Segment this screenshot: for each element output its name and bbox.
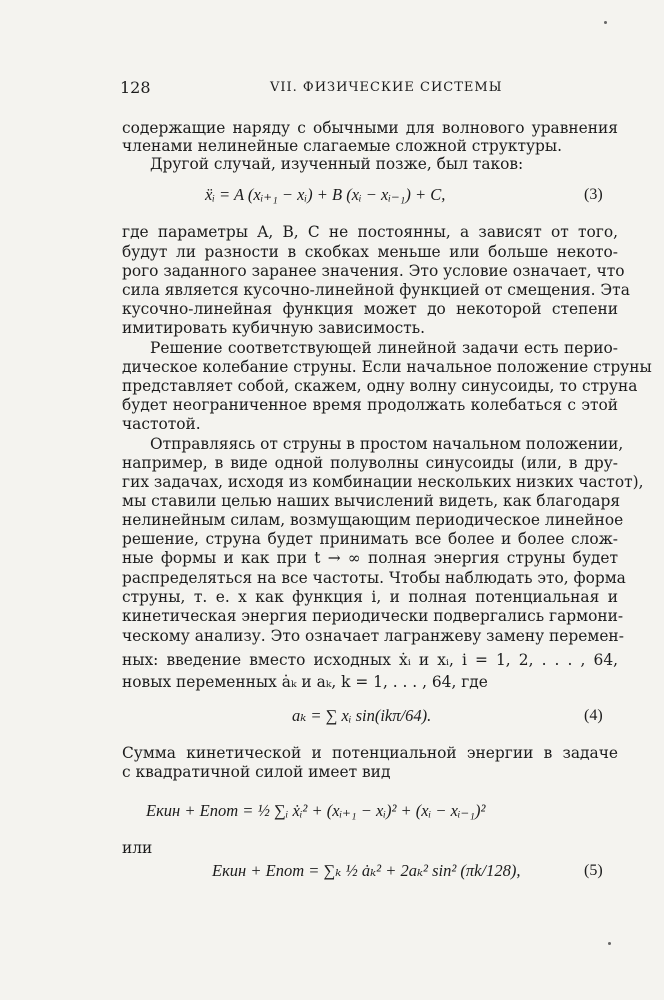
equation-number-5: (5) bbox=[584, 862, 603, 879]
page-header bbox=[120, 78, 620, 100]
text-line: имитировать кубичную зависимость. bbox=[122, 319, 425, 337]
text-line: с квадратичной силой имеет вид bbox=[122, 763, 391, 781]
text-line: ческому анализу. Это означает лагранжеву замену перемен- bbox=[122, 627, 624, 645]
text-line: ные формы и как при t → ∞ полная энергия струны будет bbox=[122, 549, 618, 567]
equation-4: aₖ = ∑ xᵢ sin(ikπ/64). bbox=[292, 706, 432, 725]
text-line: Отправляясь от струны в простом начальном положении, bbox=[150, 435, 624, 453]
text-line: Решение соответствующей линейной задачи есть перио- bbox=[150, 339, 618, 357]
text-line: мы ставили целью наших вычислений видеть, как благодаря bbox=[122, 492, 621, 510]
equation-3: ẍᵢ = A (xᵢ₊₁ − xᵢ) + B (xᵢ − xᵢ₋₁) + C, bbox=[205, 185, 446, 204]
text-line: нелинейным силам, возмущающим периодическое линейное bbox=[122, 511, 624, 529]
text-line: Другой случай, изученный позже, был таков: bbox=[150, 155, 524, 173]
text-line: дическое колебание струны. Если начальное положение струны bbox=[122, 358, 652, 376]
text-line: решение, струна будет принимать все более и более слож- bbox=[122, 530, 618, 548]
text-line: где параметры A, B, C не постоянны, а зависят от того, bbox=[122, 223, 618, 241]
text-line: ных: введение вместо исходных ẋᵢ и xᵢ, i = 1, 2, . . . , 64, bbox=[122, 651, 618, 669]
energy-equation: Eкин + Eпот = ½ ∑ᵢ ẋᵢ² + (xᵢ₊₁ − xᵢ)² + (xᵢ − xᵢ₋₁)² bbox=[146, 801, 486, 820]
text-line: сила является кусочно-линейной функцией от смещения. Эта bbox=[122, 281, 630, 299]
scan-speck bbox=[608, 942, 611, 945]
text-line: распределяться на все частоты. Чтобы наблюдать это, форма bbox=[122, 569, 626, 587]
equation-5: Eкин + Eпот = ∑ₖ ½ ȧₖ² + 2aₖ² sin² (πk/128), bbox=[212, 861, 521, 880]
text-line: новых переменных ȧₖ и aₖ, k = 1, . . . , 64, где bbox=[122, 673, 488, 691]
scan-speck bbox=[604, 21, 607, 24]
text-line: будут ли разности в скобках меньше или больше некото- bbox=[122, 243, 618, 261]
page-number: 128 bbox=[120, 78, 151, 97]
text-line: например, в виде одной полуволны синусоиды (или, в дру- bbox=[122, 454, 618, 472]
text-line: частотой. bbox=[122, 415, 201, 433]
text-line: кусочно-линейная функция может до некоторой степени bbox=[122, 300, 618, 318]
text-line: представляет собой, скажем, одну волну синусоиды, то струна bbox=[122, 377, 638, 395]
equation-number-3: (3) bbox=[584, 186, 603, 203]
equation-number-4: (4) bbox=[584, 707, 603, 724]
text-line: рого заданного заранее значения. Это условие означает, что bbox=[122, 262, 625, 280]
running-title: VII. ФИЗИЧЕСКИЕ СИСТЕМЫ bbox=[270, 80, 503, 95]
text-line: кинетическая энергия периодически подвергались гармони- bbox=[122, 607, 624, 625]
text-line: Сумма кинетической и потенциальной энергии в задаче bbox=[122, 744, 618, 762]
text-line: членами нелинейные слагаемые сложной структуры. bbox=[122, 137, 563, 155]
text-line: струны, т. е. x как функция i, и полная потенциальная и bbox=[122, 588, 618, 606]
connector-word: или bbox=[122, 839, 153, 857]
text-line: содержащие наряду с обычными для волнового уравнения bbox=[122, 119, 618, 137]
text-line: будет неограниченное время продолжать колебаться с этой bbox=[122, 396, 618, 414]
text-line: гих задачах, исходя из комбинации нескольких низких частот), bbox=[122, 473, 644, 491]
